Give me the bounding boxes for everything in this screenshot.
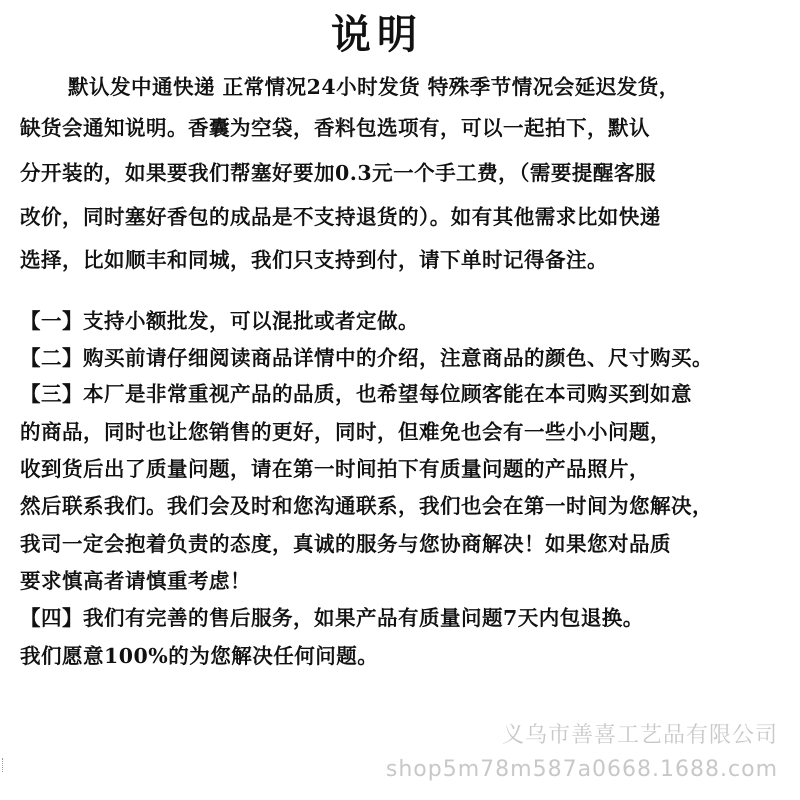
- intro-line-1: 默认发中通快递 正常情况24小时发货 特殊季节情况会延迟发货，: [68, 75, 680, 99]
- term-line-4: 的商品，同时也让您销售的更好，同时，但难免也会有一些小小问题，: [20, 420, 671, 444]
- watermark-company: 义乌市善喜工艺品有限公司: [501, 723, 778, 748]
- term-line-9: 【四】我们有完善的售后服务，如果产品有质量问题7天内包退换。: [20, 606, 644, 630]
- term-line-10: 我们愿意100%的为您解决任何问题。: [20, 644, 379, 668]
- watermark-shop-url: shop5m78m587a0668.1688.com: [385, 757, 778, 782]
- term-line-7: 我司一定会抱着负责的态度，真诚的服务与您协商解决！如果您对品质: [20, 532, 671, 556]
- term-line-6: 然后联系我们。我们会及时和您沟通联系，我们也会在第一时间为您解决，: [20, 494, 713, 518]
- page-title: 说明: [331, 11, 423, 58]
- term-line-1: 【一】支持小额批发，可以混批或者定做。: [20, 309, 419, 333]
- intro-line-2: 缺货会通知说明。香囊为空袋，香料包选项有，可以一起拍下，默认: [20, 116, 650, 140]
- intro-line-5: 选择，比如顺丰和同城，我们只支持到付，请下单时记得备注。: [20, 248, 608, 272]
- edge-mark: [2, 758, 5, 772]
- term-line-8: 要求慎高者请慎重考虑！: [20, 569, 251, 593]
- term-line-3: 【三】本厂是非常重视产品的品质，也希望每位顾客能在本司购买到如意: [20, 382, 692, 406]
- term-line-5: 收到货后出了质量问题，请在第一时间拍下有质量问题的产品照片，: [20, 457, 650, 481]
- intro-line-4: 改价，同时塞好香包的成品是不支持退货的）。如有其他需求比如快递: [20, 205, 661, 229]
- term-line-2: 【二】购买前请仔细阅读商品详情中的介绍，注意商品的颜色、尺寸购买。: [20, 346, 713, 370]
- intro-line-3: 分开装的，如果要我们帮塞好要加0.3元一个手工费，（需要提醒客服: [20, 161, 656, 185]
